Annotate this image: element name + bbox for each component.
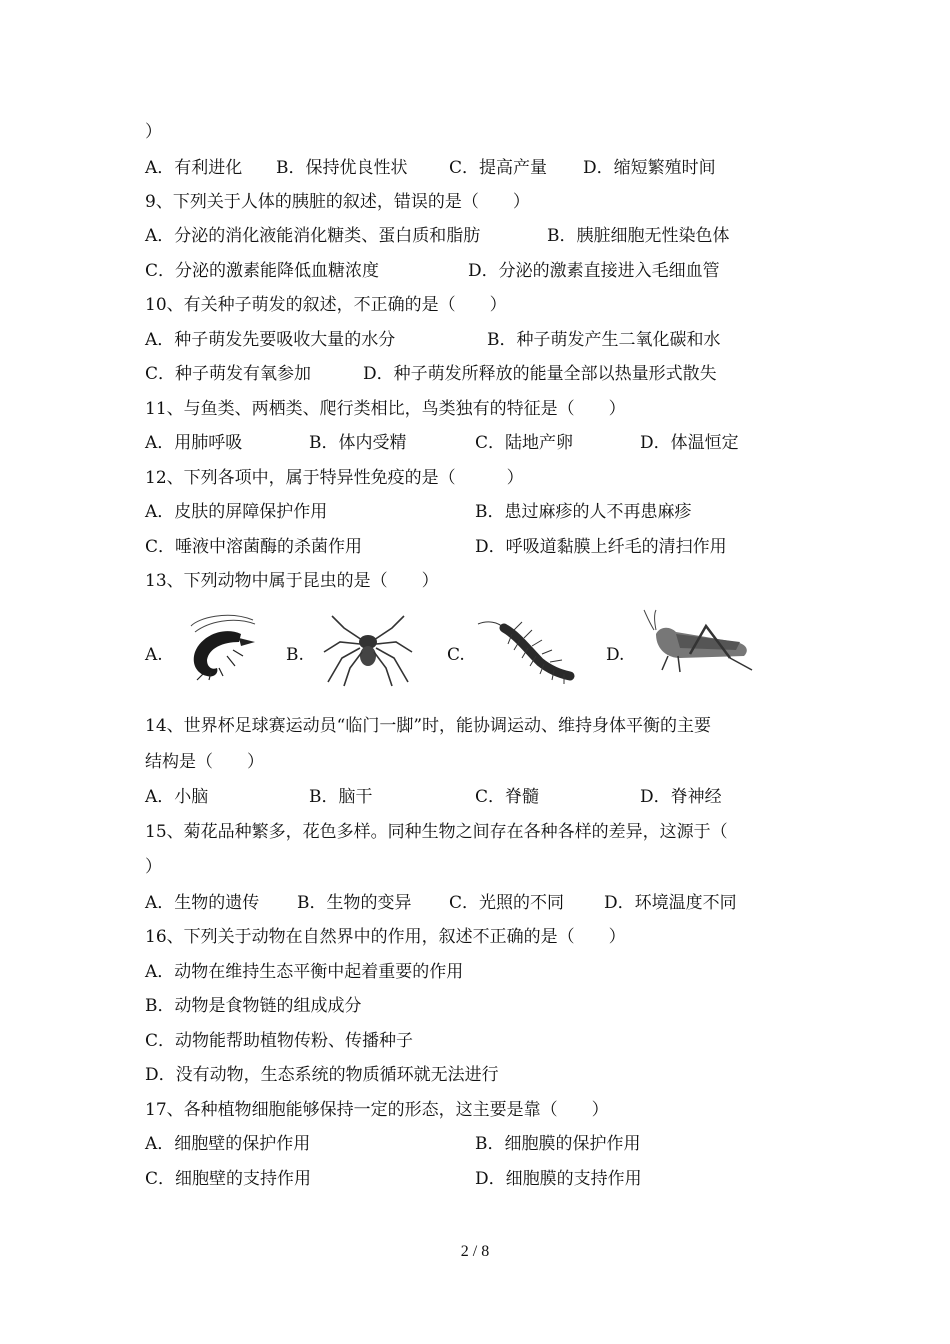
q13-stem: 13、下列动物中属于昆虫的是（ ）: [145, 571, 439, 591]
q10-option-d: D．种子萌发所释放的能量全部以热量形式散失: [363, 364, 717, 384]
q10-stem: 10、有关种子萌发的叙述，不正确的是（ ）: [145, 295, 507, 315]
q11-option-d: D．体温恒定: [640, 433, 739, 453]
q17-stem: 17、各种植物细胞能够保持一定的形态，这主要是靠（ ）: [145, 1100, 609, 1120]
q10-option-b: B．种子萌发产生二氧化碳和水: [487, 330, 721, 350]
q9-option-c: C．分泌的激素能降低血糖浓度: [145, 261, 380, 281]
q9-option-d: D．分泌的激素直接进入毛细血管: [468, 261, 720, 281]
q14-option-b: B．脑干: [309, 787, 373, 807]
q16-option-b: B．动物是食物链的组成成分: [145, 996, 362, 1016]
centipede-image: [474, 610, 579, 690]
q13-label-a: A.: [145, 645, 163, 665]
q12-option-d: D．呼吸道黏膜上纤毛的清扫作用: [475, 537, 727, 557]
q9-option-b: B．胰脏细胞无性染色体: [547, 226, 730, 246]
q9-option-a: A．分泌的消化液能消化糖类、蛋白质和脂肪: [145, 226, 481, 246]
q14-option-a: A．小脑: [145, 787, 209, 807]
q8-option-d: D．缩短繁殖时间: [583, 158, 716, 178]
grasshopper-image: [640, 608, 760, 680]
q17-option-d: D．细胞膜的支持作用: [475, 1169, 642, 1189]
q11-option-a: A．用肺呼吸: [145, 433, 243, 453]
q15-option-c: C．光照的不同: [449, 893, 565, 913]
q15-stem-line1: 15、菊花品种繁多，花色多样。同种生物之间存在各种各样的差异，这源于（: [145, 822, 728, 842]
q8-option-c: C．提高产量: [449, 158, 548, 178]
q15-option-d: D．环境温度不同: [604, 893, 737, 913]
q11-option-b: B．体内受精: [309, 433, 407, 453]
q8-option-a: A．有利进化: [145, 158, 243, 178]
shrimp-image: [183, 612, 263, 682]
q15-option-a: A．生物的遗传: [145, 893, 260, 913]
q8-close-paren: ）: [145, 122, 162, 142]
q17-option-c: C．细胞壁的支持作用: [145, 1169, 312, 1189]
q16-option-d: D．没有动物，生态系统的物质循环就无法进行: [145, 1065, 499, 1085]
q12-option-c: C．唾液中溶菌酶的杀菌作用: [145, 537, 363, 557]
q16-option-a: A．动物在维持生态平衡中起着重要的作用: [145, 962, 464, 982]
q16-stem: 16、下列关于动物在自然界中的作用，叙述不正确的是（ ）: [145, 927, 626, 947]
q10-option-a: A．种子萌发先要吸收大量的水分: [145, 330, 396, 350]
q8-option-b: B．保持优良性状: [276, 158, 408, 178]
q16-option-c: C．动物能帮助植物传粉、传播种子: [145, 1031, 414, 1051]
q14-stem-line2: 结构是（ ）: [145, 752, 264, 772]
q15-stem-line2: ）: [145, 857, 162, 877]
q12-option-b: B．患过麻疹的人不再患麻疹: [475, 502, 692, 522]
q14-option-d: D．脊神经: [640, 787, 722, 807]
q17-option-a: A．细胞壁的保护作用: [145, 1134, 311, 1154]
q13-label-d: D.: [606, 645, 625, 665]
q13-label-b: B.: [286, 645, 304, 665]
q15-option-b: B．生物的变异: [297, 893, 412, 913]
spider-image: [318, 612, 418, 687]
q10-option-c: C．种子萌发有氧参加: [145, 364, 312, 384]
q9-stem: 9、下列关于人体的胰脏的叙述，错误的是（ ）: [145, 192, 530, 212]
q13-label-c: C.: [447, 645, 465, 665]
q11-option-c: C．陆地产卵: [475, 433, 574, 453]
q14-option-c: C．脊髓: [475, 787, 540, 807]
q14-stem-line1: 14、世界杯足球赛运动员“临门一脚”时，能协调运动、维持身体平衡的主要: [145, 716, 712, 736]
q17-option-b: B．细胞膜的保护作用: [475, 1134, 641, 1154]
q11-stem: 11、与鱼类、两栖类、爬行类相比，鸟类独有的特征是（ ）: [145, 399, 626, 419]
q12-stem: 12、下列各项中，属于特异性免疫的是（ ）: [145, 468, 524, 488]
q12-option-a: A．皮肤的屏障保护作用: [145, 502, 328, 522]
page-number: 2 / 8: [460, 1243, 490, 1260]
